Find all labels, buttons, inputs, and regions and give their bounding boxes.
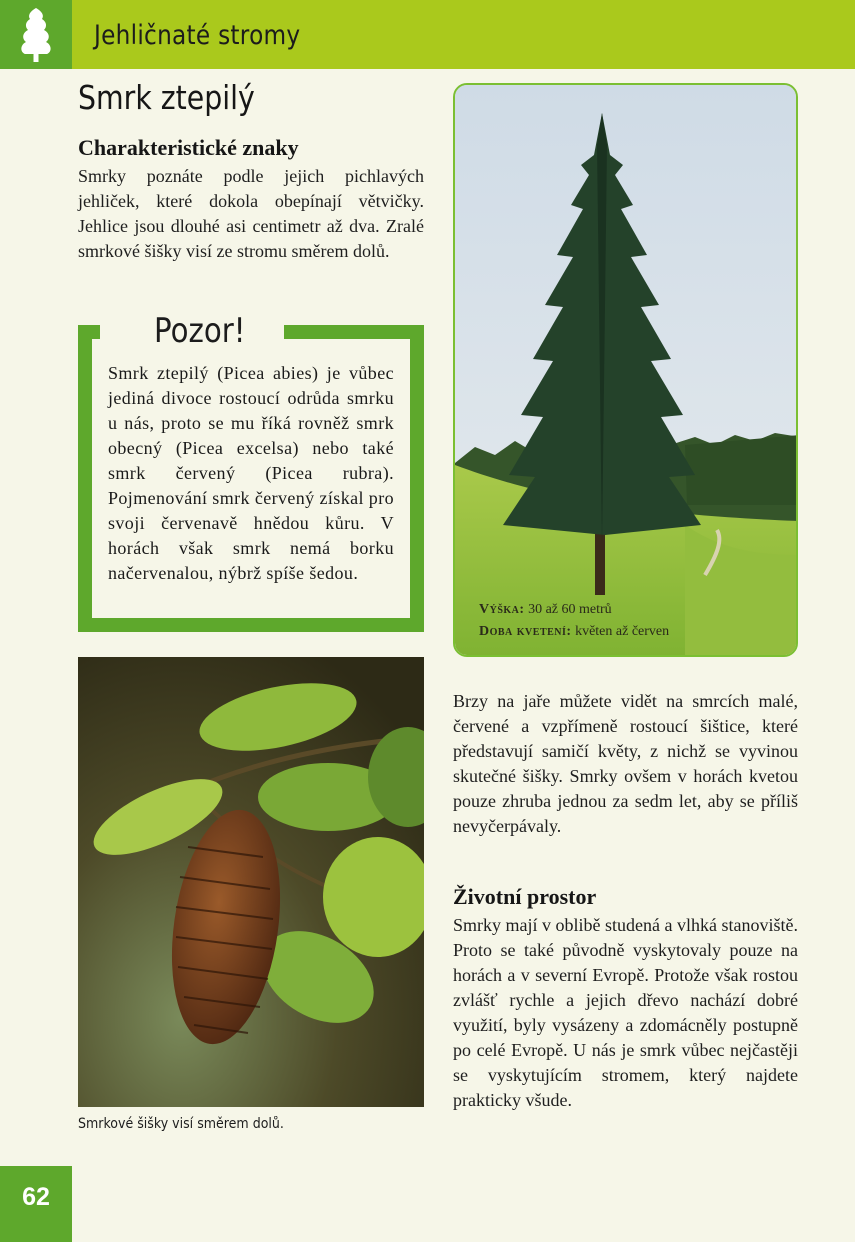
habitat-text: Smrky mají v oblibě studená a vlhká stanoviště. Proto se také původně vyskytovaly pouze na horách a v severní Evropě. Protože však rostou zvlášť rychle a jejich dřevo nachází dobré využití, byly vysázeny a zdomácněly postupně po celé Evropě. U nás je smrk vůbec nejčastěji se vyskytujícím stromem, který najdete prakticky všude. [453,915,798,1110]
bloom-row [479,621,669,643]
characteristics-heading: Charakteristické znaky [78,135,299,160]
spruce-tree-illustration [455,85,798,657]
page-number: 62 [22,1183,50,1211]
height-label: Výška: [479,602,525,617]
habitat-heading: Životní prostor [453,884,597,909]
cone-caption: Smrkové šišky visí směrem dolů. [78,1116,284,1132]
section-title: Jehličnaté stromy [94,20,301,51]
height-value: 30 až 60 metrů [528,602,612,617]
bloom-value: květen až červen [575,624,670,639]
bloom-label: Doba kvetení: [479,624,572,639]
spruce-cone-photo [78,657,424,1107]
height-row [479,599,669,621]
pozor-text: Smrk ztepilý (Picea abies) je vůbec jediná divoce rostoucí odrůda smrku u nás, proto se mu říká rovněž smrk obecný (Picea excelsa) nebo také smrk červený (Picea rubra). Pojmenování smrk červený získal pro svoji červenavě hnědou kůru. V horách však smrk nemá borku načervenalou, nýbrž spíše šedou. [108,363,394,583]
spruce-cone-illustration [78,657,424,1107]
pozor-title: Pozor! [154,311,246,351]
characteristics-text: Smrky poznáte podle jejich pichlavých jehliček, které dokola obepínají větvičky. Jehlice jsou dlouhé asi centimetr až dva. Zralé smrkové šišky visí ze stromu směrem dolů. [78,166,424,261]
page-title: Smrk ztepilý [78,78,255,117]
header-icon-box [0,0,72,69]
tree-stats [479,599,669,643]
spruce-tree-photo-card [453,83,798,657]
spring-paragraph: Brzy na jaře můžete vidět na smrcích malé, červené a vzpřímeně rostoucí šištice, které představují samičí květy, z nichž se vyvinou skutečné šišky. Smrky ovšem v horách kvetou pouze zhruba jednou za sedm let, aby se příliš nevyčerpávaly. [453,691,798,836]
tree-icon [18,6,54,64]
